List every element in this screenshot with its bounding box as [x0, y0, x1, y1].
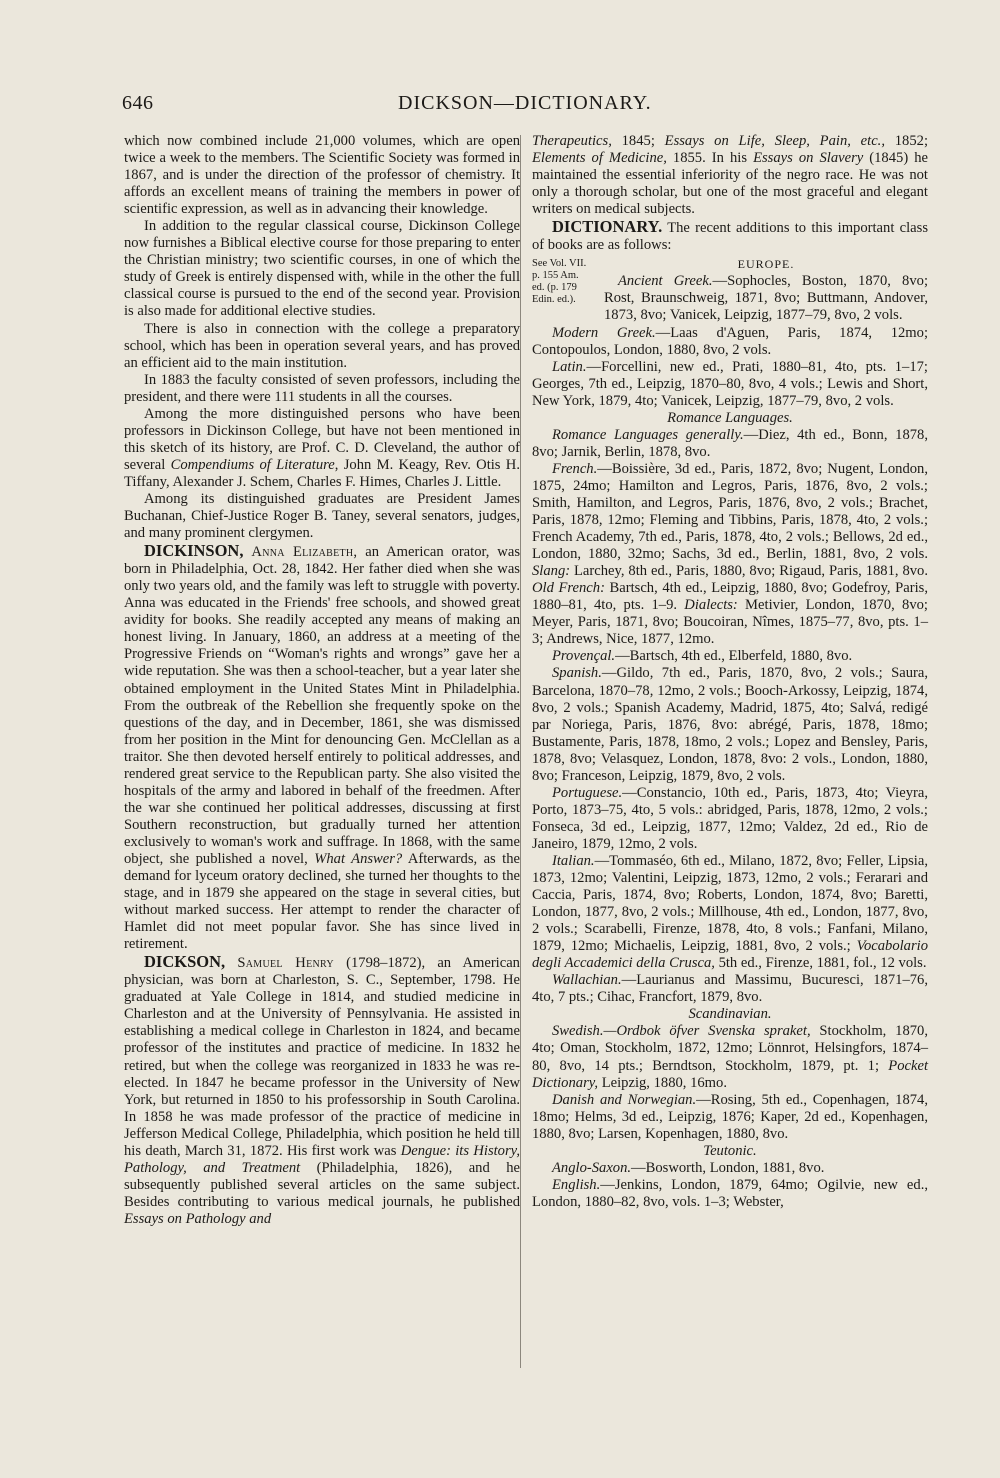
text: —Sophocles, Boston, 1870, 8vo; Rost, Braunschweig, 1871, 8vo; Buttmann, Andover, 1873, 8vo; Vanicek, Leipzig, 1877–79, 8vo, 2 vols. — [604, 273, 929, 324]
language-label: Swedish. — [552, 1023, 604, 1040]
language-label: Romance Languages generally. — [552, 426, 744, 443]
text: 1845; — [611, 133, 665, 149]
text: —Laurianus and Massimu, Bucuresci, 1871–76, 4to, 7 pts.; Cihac, Francfort, 1879, 8vo. — [532, 972, 928, 1006]
text: —Diez, 4th ed., Bonn, 1878, 8vo; Jarnik, Berlin, 1878, 8vo. — [532, 426, 928, 460]
entry-dickson-samuel — [124, 953, 520, 1228]
given-names: Samuel Henry — [237, 955, 334, 972]
language-label: Modern Greek. — [552, 324, 656, 341]
entry-french — [532, 461, 928, 649]
language-label: Provençal. — [552, 648, 616, 665]
paragraph — [124, 406, 520, 491]
paragraph: There is also in connection with the college a preparatory school, which has been in operation several years, and has proved an efficient aid to the main institution. — [124, 320, 520, 371]
entry-latin — [532, 359, 928, 410]
language-label: Spanish. — [552, 665, 602, 682]
text: (1798–1872), an American physician, was born at Charleston, S. C., September, 1798. He graduated at Yale College in 1814, and studied medicine in Charleston and at the University of Pennsylvania. He assisted in establishing a medical college in Charleston in 1824, and became professor of the institutes and practice of medicine. In 1832 he retired, but when the college was reorganized in 1833 he was re-elected. In 1847 he became professor in the University of New York, but returned in 1850 to his professorship in South Carolina. In 1858 he was made professor of the practice of medicine in Jefferson Medical College, Philadelphia, which position he held till his death, March 31, 1872. His first work was — [124, 955, 520, 1159]
paragraph: Among its distinguished graduates are President James Buchanan, Chief-Justice Roger B. Taney, several senators, judges, and many prominent clergymen. — [124, 490, 520, 542]
column-rule — [520, 135, 521, 1368]
text: —Constancio, 10th ed., Paris, 1873, 4to; Vieyra, Porto, 1873–75, 4to, 5 vols.: abridged, Paris, 1878, 12mo, 2 vols.; Fonseca, 3d ed., Leipzig, 1877, 12mo; Valdez, 2d ed., Rio de Janeiro, 1879, 12mo, 2 vols. — [532, 784, 928, 852]
work-title: —Ordbok öfver Svenska spraket, — [603, 1023, 811, 1040]
europe-section — [604, 255, 928, 324]
work-title: Elements of Medicine, — [532, 150, 667, 167]
margin-note: See Vol. VII. p. 155 Am. ed. (p. 179 Edin. ed.). — [532, 258, 587, 306]
text: (1845) he maintained the essential inferiority of the negro race. He was not only a thorough scholar, but one of the most graceful and elegant writers on medical subjects. — [532, 150, 928, 218]
entry-provencal — [532, 648, 928, 665]
paragraph: In addition to the regular classical course, Dickinson College now furnishes a Biblical elective course for those preparing to enter the Christian ministry; two scientific courses, in one of which the study of Greek is entirely dispensed with, while in the other the full classical course is pursued to the end of the second year. Provision is also made for additional elective studies. — [124, 218, 520, 320]
section-heading-europe: EUROPE. — [737, 257, 795, 272]
language-label: French. — [552, 460, 598, 477]
work-title: Essays on Slavery — [753, 150, 864, 167]
text: —Laas d'Aguen, Paris, 1874, 12mo; Contopoulos, London, 1880, 8vo, 2 vols. — [532, 324, 928, 358]
language-label: Italian. — [552, 852, 595, 869]
language-label: Danish and Norwegian. — [552, 1091, 697, 1108]
work-title: Dengue: its History, Pathology, and Treatment — [124, 1142, 520, 1176]
entry-danish-norwegian — [532, 1092, 928, 1143]
entry-anglo-saxon — [532, 1160, 928, 1177]
entry-wallachian — [532, 972, 928, 1006]
text: Stockholm, 1870, 4to; Oman, Stockholm, 1872, 12mo; Lönnrot, Helsingfors, 1874–80, 8vo, 14 pts.; Berndtson, Stockholm, 1879, pt. 1; — [532, 1023, 928, 1074]
sublabel: Old French: — [532, 580, 605, 597]
language-label: Portuguese. — [552, 784, 623, 801]
page-number: 646 — [122, 92, 154, 114]
headword: DICTIONARY. — [552, 217, 663, 237]
language-label: English. — [552, 1176, 601, 1193]
entry-ancient-greek — [604, 273, 928, 324]
paragraph: In 1883 the faculty consisted of seven professors, including the president, and there were 111 students in all the courses. — [124, 371, 520, 405]
text: Metivier, London, 1870, 8vo; Meyer, Paris, 1871, 8vo; Boucoiran, Nîmes, 1875–77, 8vo, pts. 1–3; Andrews, Nice, 1877, 12mo. — [532, 597, 928, 648]
text: an American orator, was born in Philadelphia, Oct. 28, 1842. Her father died when she was only two years old, and the family was left to struggle with poverty. Anna was educated in the Friends' free schools, and showed great avidity for books. She readily accepted any means of making an honest living. In January, 1860, an address at a meeting of the Progressive Friends on “Woman's rights and wrongs” gave her a wide reputation. She was then a school-teacher, but a year later she obtained employment in the United States Mint in Philadelphia. From the outbreak of the Rebellion she frequently spoke on the questions of the day, and in December, 1861, she was dismissed from her position in the Mint for denouncing Gen. McClellan as a traitor. She then devoted herself entirely to political addresses, and rendered great service to the Republican party. She also visited the hospitals of the army and labored in behalf of the freedmen. After the war she continued her political addresses, discussing at first Southern reconstruction, but gradually turned her attention exclusively to woman's work and suffrage. In 1868, with the same object, she published a novel, — [124, 544, 520, 867]
headword: DICKINSON, — [144, 541, 244, 561]
text: , John M. Keagy, Rev. Otis H. Tiffany, Alexander J. Schem, Charles F. Himes, Charles J. Little. — [124, 456, 520, 490]
work-title: Pocket Dictionary, — [532, 1057, 928, 1091]
language-label: Anglo-Saxon. — [552, 1159, 632, 1176]
paragraph: which now combined include 21,000 volumes, which are open twice a week to the members. The Scientific Society was formed in 1867, and is under the direction of the professor of chemistry. It affords an excellent means of training the members in power of scientific expression, as well as in advancing their knowledge. — [124, 133, 520, 218]
headword: DICKSON, — [144, 952, 226, 972]
language-label: Ancient Greek. — [618, 273, 713, 290]
text: —Gildo, 7th ed., Paris, 1870, 8vo, 2 vols.; Saura, Barcelona, 1870–78, 12mo, 2 vols.; Booch-Arkossy, Leipzig, 1874, 8vo, 2 vols.; Spanish Academy, Madrid, 1875, 4to; Salvá, redigé par Noriega, Paris, 1876, 8vo: abrégé, Paris, 1878, 18mo; Bustamente, Paris, 1878, 18mo, 2 vols.; Lopez and Bensley, Paris, 1878, 8vo; Velasquez, London, 1878, 8vo: 2 vols., London, 1880, 8vo; Franceson, Leipzig, 1879, 8vo, 2 vols. — [532, 665, 928, 784]
right-column — [532, 133, 928, 1211]
entry-spanish — [532, 665, 928, 784]
language-label: Wallachian. — [552, 972, 622, 989]
text: Among the more distinguished persons who have been professors in Dickinson College, but have not been mentioned in this sketch of its history, are Prof. C. D. Cleveland, the author of several — [124, 405, 520, 473]
text: The recent additions to this important class of books are as follows: — [532, 220, 928, 254]
text: —Boissière, 3d ed., Paris, 1872, 8vo; Nugent, London, 1875, 24mo; Hamilton and Legros, Paris, 1876, 8vo, 2 vols.; Smith, Hamilton, and Legros, Paris, 1876, 8vo, 2 vols.; Brachet, Paris, 1878, 12mo; Fleming and Tibbins, Paris, 1878, 4to, 2 vols.; French Academy, 7th ed., Paris, 1878, 4to, 2 vols.; Bellows, 2d ed., London, 1880, 32mo; Sachs, 3d ed., Berlin, 1881, 8vo, 2 vols. — [532, 460, 928, 563]
entry-romance-general — [532, 427, 928, 461]
running-head: DICKSON—DICTIONARY. — [398, 92, 652, 114]
paragraph-continued — [532, 133, 928, 218]
text: —Forcellini, new ed., Prati, 1880–81, 4to, pts. 1–17; Georges, 7th ed., Leipzig, 1870–80, 8vo, 4 vols.; Lewis and Short, New York, 1879, 4to; Vanicek, Leipzig, 1877–79, 8vo, 2 vols. — [532, 358, 928, 409]
work-title: Essays on Life, Sleep, Pain, etc., — [664, 133, 885, 149]
entry-swedish — [532, 1023, 928, 1091]
entry-portuguese — [532, 785, 928, 853]
text: Leipzig, 1880, 16mo. — [598, 1074, 727, 1091]
language-label: Latin. — [552, 358, 587, 375]
text: —Tommaséo, 6th ed., Milano, 1872, 8vo; Feller, Lipsia, 1873, 12mo; Valentini, Leipzig, 1873, 12mo, 2 vols.; Ferarari and Caccia, Paris, 1874, 8vo; Roberts, London, 1874, 8vo; Baretti, London, 1877, 8vo, 2 vols.; Millhouse, 4th ed., London, 1877, 8vo, 2 vols.; Scarabelli, Firenze, 1878, 4to, 8 vols.; Fanfani, Milano, 1879, 12mo; Michaelis, Leipzig, 1881, 8vo, 2 vols.; — [532, 852, 928, 955]
left-column — [124, 133, 520, 1228]
entry-modern-greek — [532, 325, 928, 359]
text: —Bartsch, 4th ed., Elberfeld, 1880, 8vo. — [615, 648, 853, 665]
subheading-teutonic: Teutonic. — [703, 1142, 757, 1159]
text: Larchey, 8th ed., Paris, 1880, 8vo; Rigaud, Paris, 1881, 8vo. — [570, 563, 928, 580]
text: (Philadelphia, 1826), and he subsequently published several articles on the same subject. Besides contributing to various medical journals, he published — [124, 1159, 520, 1210]
text: 1855. In his — [666, 150, 754, 167]
entry-english — [532, 1177, 928, 1211]
work-title: Vocabolario degli Accademici della Crusca, — [532, 938, 928, 972]
entry-dictionary — [532, 218, 928, 254]
subheading-scandinavian: Scandinavian. — [688, 1006, 772, 1023]
text: —Jenkins, London, 1879, 64mo; Ogilvie, new ed., London, 1880–82, 8vo, vols. 1–3; Webster, — [532, 1176, 928, 1210]
entry-italian — [532, 853, 928, 972]
text: 5th ed., Firenze, 1881, fol., 12 vols. — [714, 955, 927, 972]
text: Afterwards, as the demand for lyceum oratory declined, she turned her thoughts to the stage, and in 1879 she appeared on the stage in several cities, but without marked success. Her attempt to render the character of Hamlet did not meet popular favor. She has since lived in retirement. — [124, 850, 520, 953]
text: Bartsch, 4th ed., Leipzig, 1880, 8vo; Godefroy, Paris, 1880–81, 4to, pts. 1–9. — [532, 580, 928, 614]
margin-note-block — [532, 255, 928, 324]
text: —Rosing, 5th ed., Copenhagen, 1874, 18mo; Helms, 3d ed., Leipzig, 1876; Kaper, 2d ed., Kopenhagen, 1880, 8vo; Larsen, Kopenhagen, 1880, 8vo. — [532, 1091, 928, 1142]
work-title: Essays on Pathology and — [124, 1210, 272, 1227]
work-title: Therapeutics, — [532, 133, 612, 149]
work-title: What Answer? — [314, 850, 403, 867]
sublabel: Slang: — [532, 563, 571, 580]
subheading-romance: Romance Languages. — [667, 409, 793, 426]
text: —Bosworth, London, 1881, 8vo. — [631, 1159, 825, 1176]
text: 1852; — [884, 133, 929, 149]
given-names: Anna Elizabeth, — [251, 544, 358, 561]
work-title: Compendiums of Literature — [170, 456, 335, 473]
sublabel: Dialects: — [684, 597, 738, 614]
entry-dickinson-anna — [124, 542, 520, 953]
